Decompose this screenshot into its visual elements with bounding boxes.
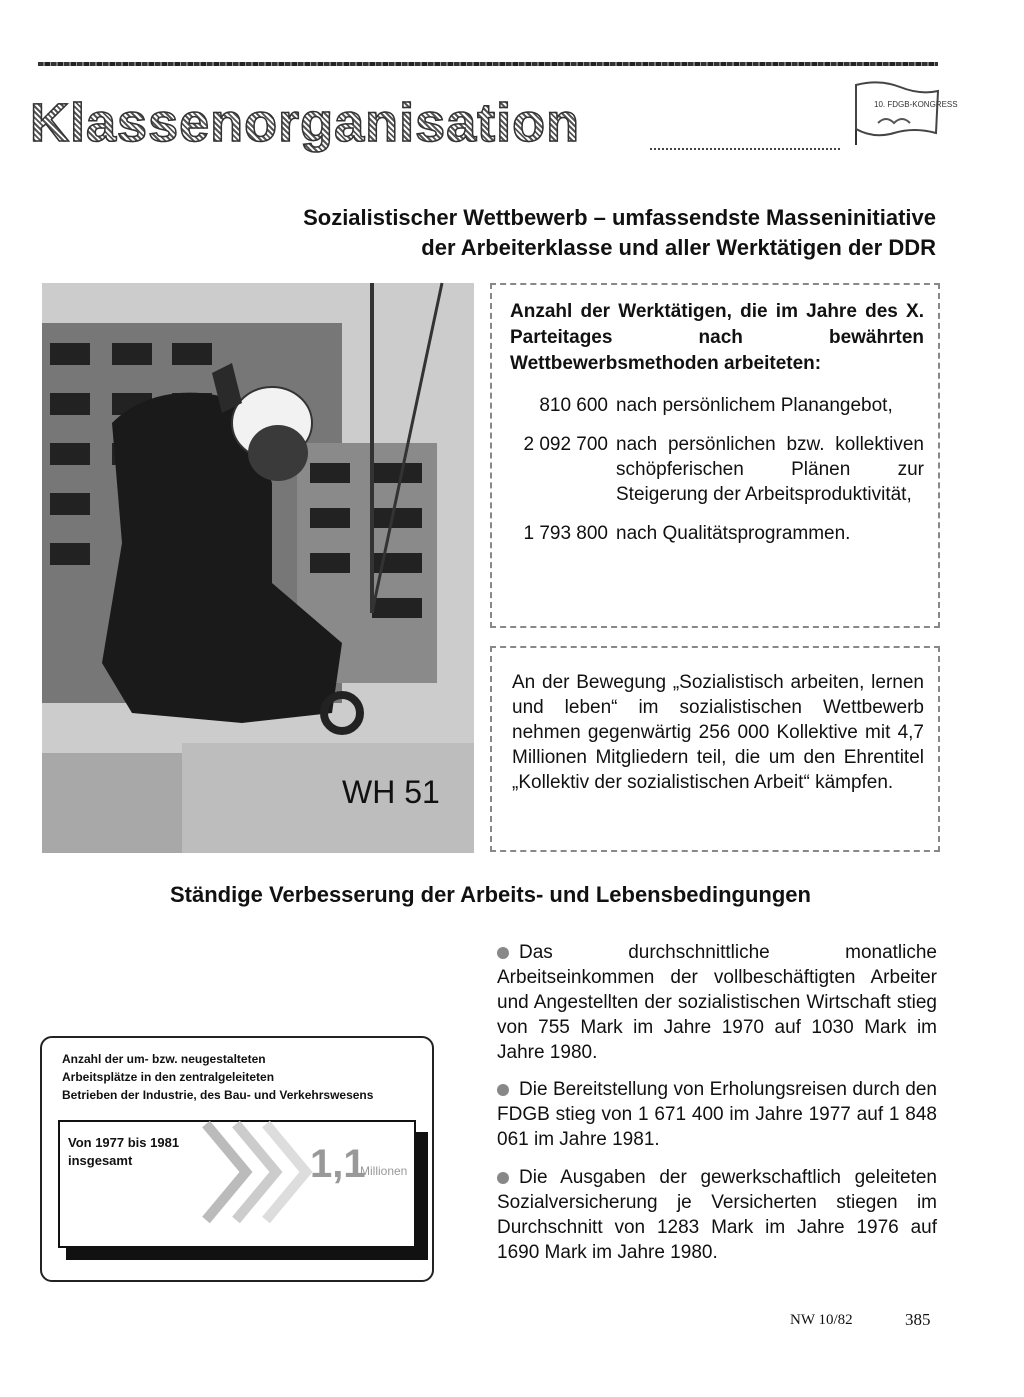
stat-text: nach Qualitätsprogrammen. <box>616 523 851 544</box>
infobox-unit: Millionen <box>360 1164 408 1178</box>
section1-heading-line1: Sozialistischer Wettbewerb – umfassendste Masseninitiative <box>303 205 936 230</box>
paragraph-income <box>497 940 937 1065</box>
bullet-icon <box>497 1084 509 1096</box>
paragraph-insurance <box>497 1165 937 1265</box>
construction-worker-photo <box>42 283 474 853</box>
section2-heading: Ständige Verbesserung der Arbeits- und Lebensbedingungen <box>170 882 811 907</box>
infobox-value: 1,1 <box>310 1142 366 1186</box>
paragraph-text: Die Bereitstellung von Erholungsreisen durch den FDGB stieg von 1 671 400 im Jahre 1977 auf 1 848 061 im Jahre 1981. <box>497 1079 937 1150</box>
workplaces-infobox <box>40 1036 434 1282</box>
stats-lead: Anzahl der Werktätigen, die im Jahre des X. Parteitages nach bewährten Wettbewerbsmethoden arbeiteten: <box>510 301 924 374</box>
caption-line: Betrieben der Industrie, des Bau- und Verkehrswesens <box>62 1088 374 1102</box>
period-line: insgesamt <box>68 1153 133 1168</box>
bullet-icon <box>497 947 509 959</box>
bullet-icon <box>497 1172 509 1184</box>
chevron-arrows-icon <box>206 1124 326 1220</box>
caption-line: Arbeitsplätze in den zentralgeleiteten <box>62 1070 275 1084</box>
page-title: Klassenorganisation <box>30 93 581 153</box>
stat-row <box>510 393 924 418</box>
infobox-period <box>68 1134 198 1170</box>
stat-value: 1 793 800 <box>523 523 608 544</box>
fdgb-flag-icon <box>850 75 958 153</box>
stat-text: nach persönlichen bzw. kollektiven schöpferischen Plänen zur Steigerung der Arbeitsproduktivität, <box>616 434 924 505</box>
infobox-panel <box>58 1120 416 1248</box>
stat-text: nach persönlichem Planangebot, <box>616 395 893 416</box>
period-line: Von 1977 bis 1981 <box>68 1135 180 1150</box>
stat-row <box>510 432 924 507</box>
stat-row <box>510 521 924 546</box>
section1-heading-line2: der Arbeiterklasse und aller Werktätigen der DDR <box>421 235 936 260</box>
section1-heading <box>116 203 936 263</box>
logo-text: 10. FDGB-KONGRESS <box>874 100 958 109</box>
stat-value: 810 600 <box>539 395 608 416</box>
paragraph-holidays <box>497 1077 937 1152</box>
paragraph-text: Das durchschnittliche monatliche Arbeitseinkommen der vollbeschäftigten Arbeiter und Angestellten der sozialistischen Wirtschaft stieg von 755 Mark im Jahre 1970 auf 1030 Mark im Jahre 1980. <box>497 942 937 1063</box>
paragraph-text: Die Ausgaben der gewerkschaftlich geleiteten Sozialversicherung je Versicherten stiegen im Durchschnitt von 1283 Mark im Jahre 1976 auf 1690 Mark im Jahre 1980. <box>497 1167 937 1263</box>
stat-value: 2 092 700 <box>523 434 608 455</box>
photo-label: WH 51 <box>342 774 440 810</box>
top-rule <box>38 62 938 66</box>
stats-box <box>490 283 940 628</box>
footer-reference: NW 10/82 <box>790 1312 853 1328</box>
page-number: 385 <box>905 1310 931 1329</box>
title-underline <box>650 148 840 150</box>
caption-line: Anzahl der um- bzw. neugestalteten <box>62 1052 266 1066</box>
infobox-caption <box>62 1050 422 1104</box>
movement-box: An der Bewegung „Sozialistisch arbeiten, lernen und leben“ im sozialistischen Wettbewerb nehmen gegenwärtig 256 000 Kollektive mit 4,7 Millionen Mitgliedern teil, die um den Ehrentitel „Kollektiv der sozialistischen Arbeit“ kämpfen. <box>490 646 940 852</box>
